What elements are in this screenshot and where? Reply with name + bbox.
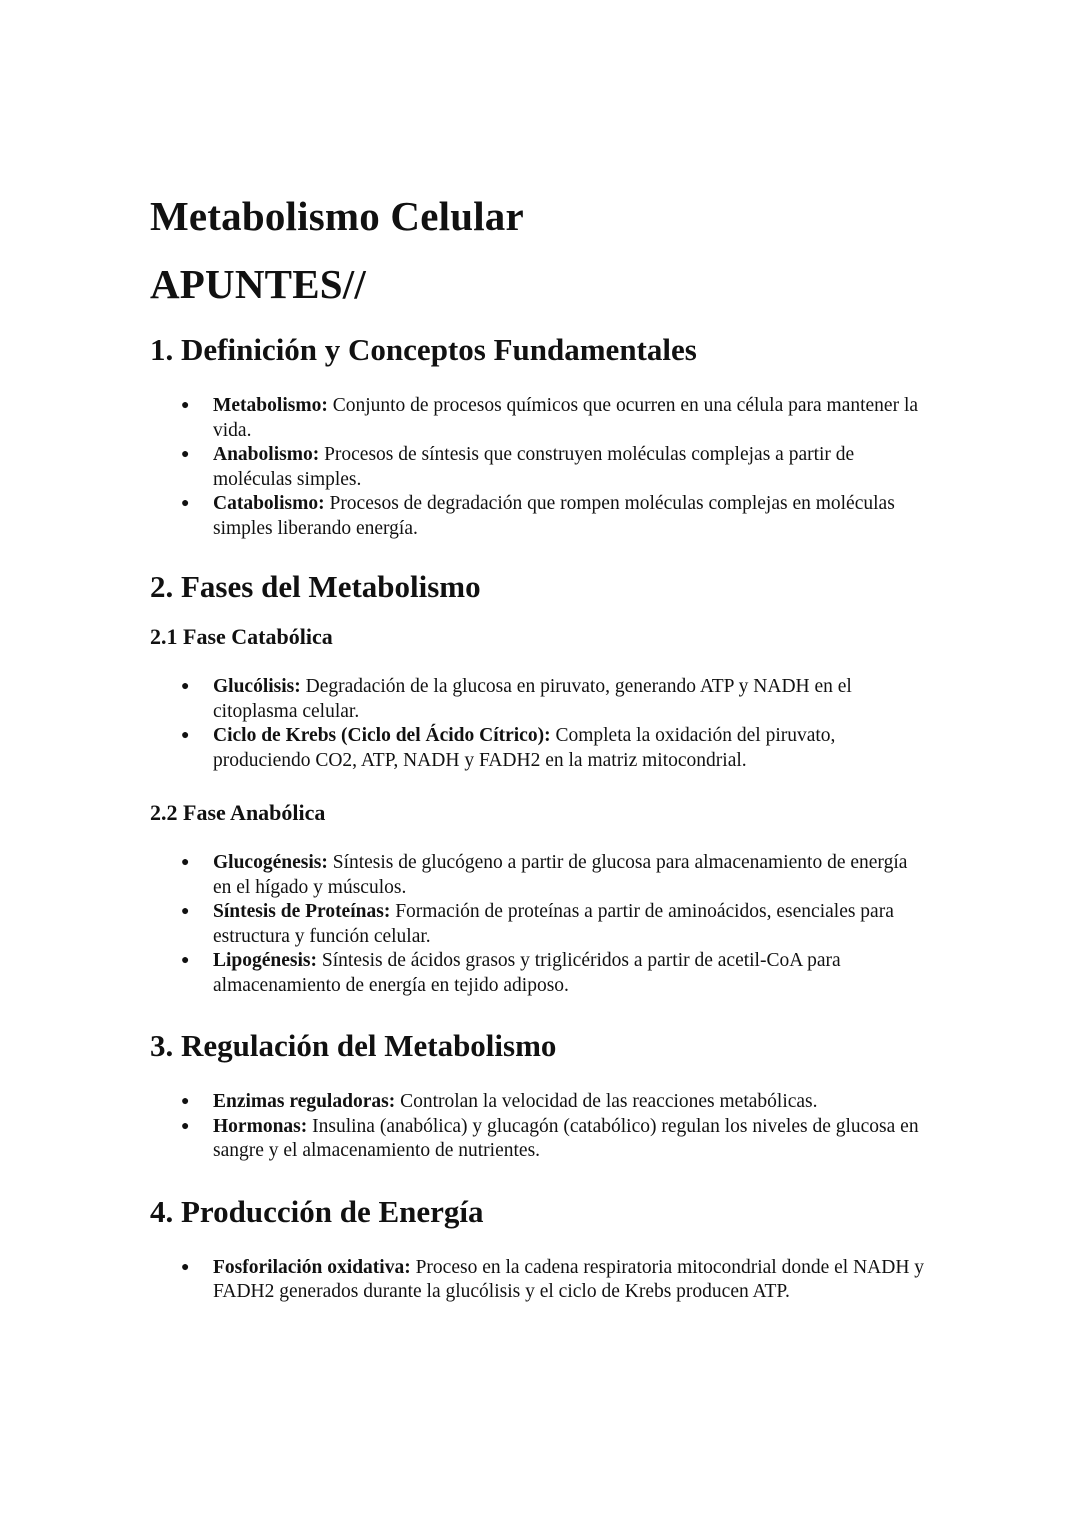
item-term: Ciclo de Krebs (Ciclo del Ácido Cítrico): xyxy=(213,725,551,746)
list-definiciones xyxy=(150,394,930,541)
bullet-icon: ● xyxy=(181,496,190,511)
list-fase-catabolica xyxy=(150,675,930,773)
bullet-icon: ● xyxy=(181,855,190,870)
item-text: Completa la oxidación del piruvato, produciendo CO2, ATP, NADH y FADH2 en la matriz mitocondrial. xyxy=(213,725,836,771)
list-item xyxy=(150,1090,930,1115)
section-heading-produccion: 4. Producción de Energía xyxy=(150,1193,484,1229)
bullet-icon: ● xyxy=(181,904,190,919)
list-item xyxy=(150,851,930,900)
list-item xyxy=(150,949,930,998)
item-text: Controlan la velocidad de las reacciones metabólicas. xyxy=(395,1091,818,1112)
section-heading-fases: 2. Fases del Metabolismo xyxy=(150,569,481,604)
bullet-icon: ● xyxy=(181,1094,190,1109)
item-term: Fosforilación oxidativa: xyxy=(213,1256,411,1278)
item-term: Glucólisis: xyxy=(213,676,301,697)
item-term: Metabolismo: xyxy=(213,395,328,416)
subsection-heading-catabolica: 2.1 Fase Catabólica xyxy=(150,624,333,649)
bullet-icon: ● xyxy=(181,953,190,968)
list-item xyxy=(150,675,930,724)
item-text: Procesos de degradación que rompen moléculas complejas en moléculas simples liberando energía. xyxy=(213,493,895,539)
item-text: Degradación de la glucosa en piruvato, generando ATP y NADH en el citoplasma celular. xyxy=(213,676,852,722)
list-item xyxy=(150,900,930,949)
document-content xyxy=(150,190,930,1305)
section-heading-definicion: 1. Definición y Conceptos Fundamentales xyxy=(150,332,697,367)
item-term: Lipogénesis: xyxy=(213,950,318,971)
item-text: Síntesis de glucógeno a partir de glucosa para almacenamiento de energía en el hígado y músculos. xyxy=(213,852,908,898)
item-text: Procesos de síntesis que construyen moléculas complejas a partir de moléculas simples. xyxy=(213,444,855,490)
list-item xyxy=(150,1115,930,1164)
list-item xyxy=(150,724,930,773)
item-term: Catabolismo: xyxy=(213,493,325,514)
list-item xyxy=(150,1256,930,1305)
bullet-icon: ● xyxy=(181,728,190,743)
subsection-heading-anabolica: 2.2 Fase Anabólica xyxy=(150,800,326,825)
bullet-icon: ● xyxy=(181,398,190,413)
section-heading-regulacion: 3. Regulación del Metabolismo xyxy=(150,1028,557,1063)
list-item xyxy=(150,443,930,492)
item-term: Síntesis de Proteínas: xyxy=(213,901,391,922)
item-text: Conjunto de procesos químicos que ocurren en una célula para mantener la vida. xyxy=(213,395,919,441)
list-item xyxy=(150,492,930,541)
item-term: Anabolismo: xyxy=(213,444,320,465)
list-fase-anabolica xyxy=(150,851,930,998)
list-item xyxy=(150,394,930,443)
list-produccion xyxy=(150,1256,930,1305)
bullet-icon: ● xyxy=(181,679,190,694)
document-title: Metabolismo Celular xyxy=(150,193,524,239)
bullet-icon: ● xyxy=(181,1118,190,1134)
item-text: Proceso en la cadena respiratoria mitocondrial donde el NADH y FADH2 generados durante la glucólisis y el ciclo de Krebs producen ATP. xyxy=(213,1256,925,1302)
item-term: Hormonas: xyxy=(213,1115,308,1137)
item-term: Glucogénesis: xyxy=(213,852,328,873)
item-text: Insulina (anabólica) y glucagón (catabólico) regulan los niveles de glucosa en sangre y el almacenamiento de nutrientes. xyxy=(213,1115,919,1161)
bullet-icon: ● xyxy=(181,1259,190,1275)
item-text: Síntesis de ácidos grasos y triglicéridos a partir de acetil-CoA para almacenamiento de energía en tejido adiposo. xyxy=(213,950,841,996)
bullet-icon: ● xyxy=(181,447,190,462)
document-subtitle: APUNTES// xyxy=(150,261,366,307)
list-regulacion xyxy=(150,1090,930,1164)
item-term: Enzimas reguladoras: xyxy=(213,1091,396,1112)
item-text: Formación de proteínas a partir de aminoácidos, esenciales para estructura y función celular. xyxy=(213,901,894,947)
